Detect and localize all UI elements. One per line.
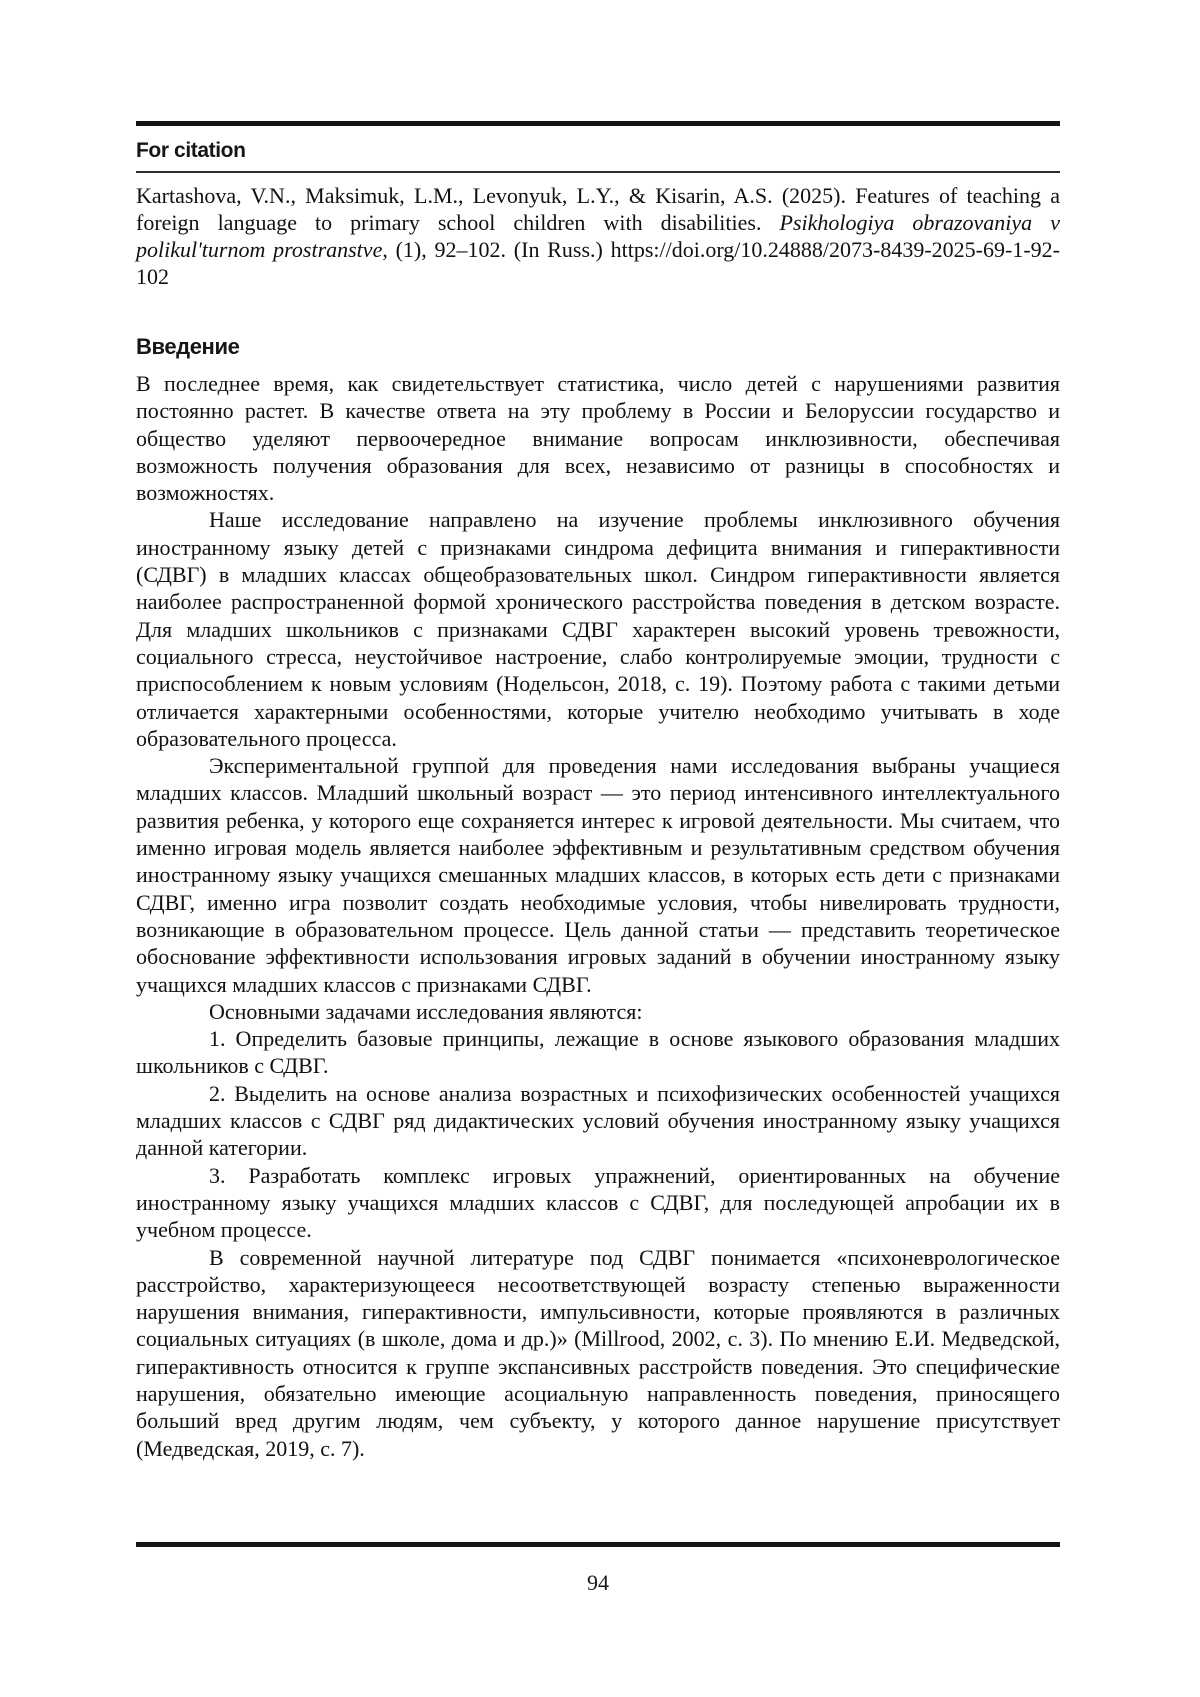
paragraph: В последнее время, как свидетельствует статистика, число детей с нарушениями развития постоянно растет. В качестве ответа на эту проблему в России и Белоруссии государство и общество уделяют первоочередное внимание вопросам инклюзивности, обеспечивая возможность получения образования для всех, независимо от разницы в способностях и возможностях. [136,371,1060,506]
paragraph: Экспериментальной группой для проведения нами исследования выбраны учащиеся младших классов. Младший школьный возраст — это период интенсивного интеллектуального развития ребенка, у которого еще сохраняется интерес к игровой деятельности. Мы считаем, что именно игровая модель является наиболее эффективным и результативным средством обучения иностранному языку учащихся смешанных младших классов, в которых есть дети с признаками СДВГ, именно игра позволит создать необходимые условия, чтобы нивелировать трудности, возникающие в образовательном процессе. Цель данной статьи — представить теоретическое обоснование эффективности использования игровых заданий в обучении иностранному языку учащихся младших классов с признаками СДВГ. [136,753,1060,997]
citation-text [136,182,1060,290]
top-rule [136,121,1060,126]
introduction-body [136,370,1060,1462]
page-number: 94 [587,1570,609,1595]
section-heading-introduction: Введение [136,334,240,359]
paragraph: В современной научной литературе под СДВГ понимается «психоневрологическое расстройство, характеризующееся несоответствующей возрасту степенью выраженности нарушения внимания, гиперактивности, импульсивности, которые проявляются в различных социальных ситуациях (в школе, дома и др.)» (Millrood, 2002, с. 3). По мнению Е.И. Медведской, гиперактивность относится к группе экспансивных расстройств поведения. Это специфические нарушения, обязательно имеющие асоциальную направленность поведения, приносящего больший вред другим людям, чем субъекту, у которого данное нарушение присутствует (Медведская, 2019, с. 7). [136,1244,1060,1461]
paragraph-task-2: 2. Выделить на основе анализа возрастных и психофизических особенностей учащихся младших классов с СДВГ ряд дидактических условий обучения иностранному языку учащихся данной категории. [136,1080,1060,1161]
for-citation-heading: For citation [136,139,246,162]
paragraph: Наше исследование направлено на изучение проблемы инклюзивного обучения иностранному языку детей с признаками синдрома дефицита внимания и гиперактивности (СДВГ) в младших классах общеобразовательных школ. Синдром гиперактивности является наиболее распространенной формой хронического расстройства поведения в детском возрасте. Для младших школьников с признаками СДВГ характерен высокий уровень тревожности, социального стресса, неустойчивое настроение, слабо контролируемые эмоции, трудности с приспособлением к новым условиям (Нодельсон, 2018, с. 19). Поэтому работа с такими детьми отличается характерными особенностями, которые учителю необходимо учитывать в ходе образовательного процесса. [136,507,1060,751]
citation-text-doi: , (1), 92–102. (In Russ.) https://doi.org/10.24888/2073-8439-2025-69-1-92-102 [136,237,1060,289]
citation-divider-rule [136,171,1060,173]
paragraph-task-1: 1. Определить базовые принципы, лежащие в основе языкового образования младших школьников с СДВГ. [136,1026,1060,1079]
bottom-rule [136,1542,1060,1547]
paragraph-task-3: 3. Разработать комплекс игровых упражнений, ориентированных на обучение иностранному языку учащихся младших классов с СДВГ, для последующей апробации их в учебном процессе. [136,1162,1060,1243]
citation-text-plain: Kartashova, V.N., Maksimuk, L.M., Levonyuk, L.Y., & Kisarin, A.S. (2025). Features of teaching a foreign language to primary school children with disabilities. [136,183,1060,235]
content-area [136,121,1060,1462]
citation-journal-title: Psikhologiya obrazovaniya v polikul'turnom prostranstve [136,210,1060,262]
paragraph: Основными задачами исследования являются: [209,998,643,1024]
